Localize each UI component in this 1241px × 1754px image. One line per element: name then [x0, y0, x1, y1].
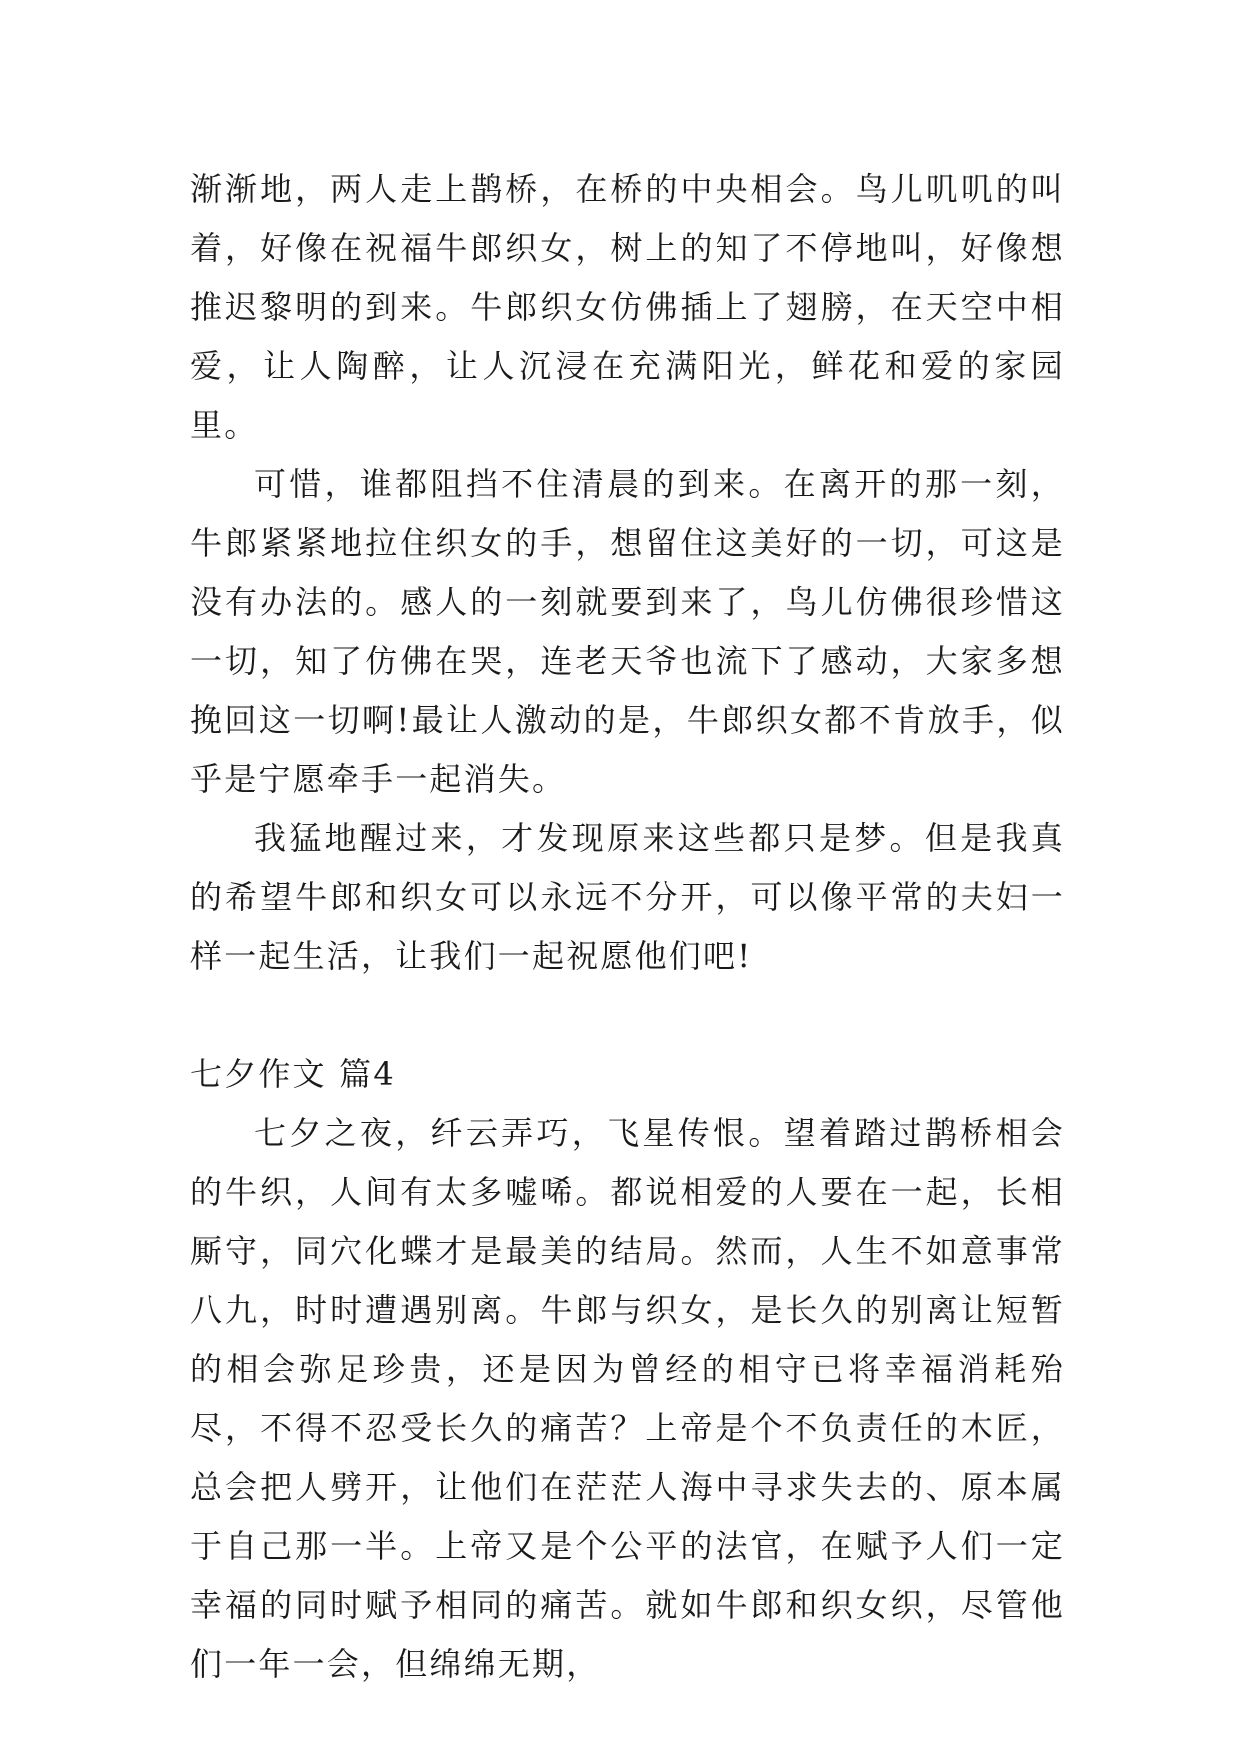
section-spacer — [190, 986, 1065, 1045]
document-body — [190, 160, 1065, 1694]
paragraph-4: 七夕之夜，纤云弄巧，飞星传恨。望着踏过鹊桥相会的牛织，人间有太多嘘唏。都说相爱的人要在一起，长相厮守，同穴化蝶才是最美的结局。然而，人生不如意事常八九，时时遭遇别离。牛郎与织女，是长久的别离让短暂的相会弥足珍贵，还是因为曾经的相守已将幸福消耗殆尽，不得不忍受长久的痛苦？上帝是个不负责任的木匠，总会把人劈开，让他们在茫茫人海中寻求失去的、原本属于自己那一半。上帝又是个公平的法官，在赋予人们一定幸福的同时赋予相同的痛苦。就如牛郎和织女织，尽管他们一年一会，但绵绵无期， — [190, 1114, 1065, 1683]
paragraph-1: 渐渐地，两人走上鹊桥，在桥的中央相会。鸟儿叽叽的叫着，好像在祝福牛郎织女，树上的知了不停地叫，好像想推迟黎明的到来。牛郎织女仿佛插上了翅膀，在天空中相爱，让人陶醉，让人沉浸在充满阳光，鲜花和爱的家园里。 — [190, 170, 1065, 444]
paragraph-2: 可惜，谁都阻挡不住清晨的到来。在离开的那一刻，牛郎紧紧地拉住织女的手，想留住这美好的一切，可这是没有办法的。感人的一刻就要到来了，鸟儿仿佛很珍惜这一切，知了仿佛在哭，连老天爷也流下了感动，大家多想挽回这一切啊!最让人激动的是，牛郎织女都不肯放手，似乎是宁愿牵手一起消失。 — [190, 465, 1065, 798]
paragraph-3: 我猛地醒过来，才发现原来这些都只是梦。但是我真的希望牛郎和织女可以永远不分开，可以像平常的夫妇一样一起生活，让我们一起祝愿他们吧! — [190, 819, 1065, 975]
section-heading: 七夕作文 篇4 — [190, 1055, 396, 1093]
